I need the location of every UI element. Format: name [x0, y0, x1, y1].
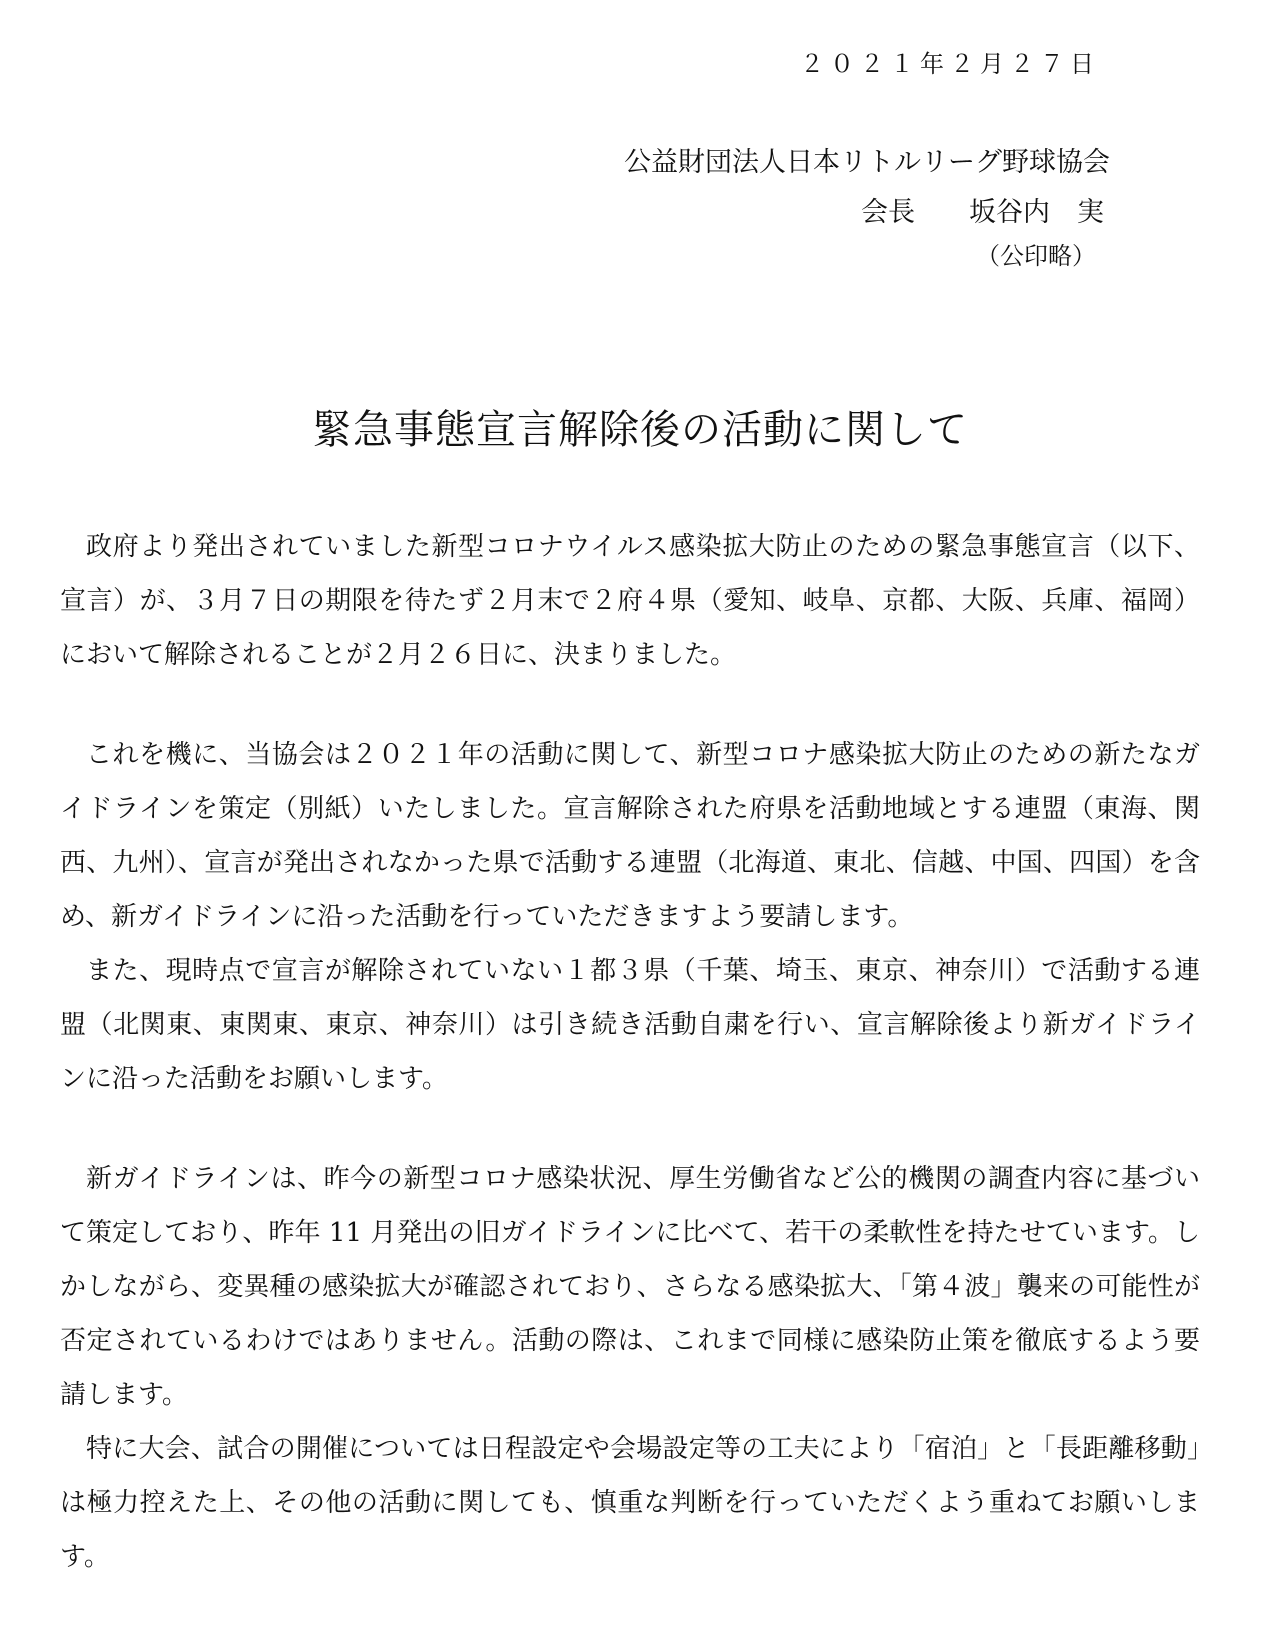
organization-name: 公益財団法人日本リトルリーグ野球協会 — [624, 147, 1110, 178]
document-body — [60, 520, 1200, 1584]
paragraph-3: また、現時点で宣言が解除されていない１都３県（千葉、埼玉、東京、神奈川）で活動する連盟（北関東、東関東、東京、神奈川）は引き続き活動自粛を行い、宣言解除後より新ガイドラインに沿った活動をお願いします。 — [60, 956, 1200, 1094]
paragraph-1: 政府より発出されていました新型コロナウイルス感染拡大防止のための緊急事態宣言（以下、宣言）が、３月７日の期限を待たず２月末で２府４県（愛知、岐阜、京都、大阪、兵庫、福岡）において解除されることが２月２６日に、決まりました。 — [60, 532, 1200, 670]
seal-note: （公印略） — [976, 242, 1096, 270]
president-name: 会長 坂谷内 実 — [861, 197, 1104, 228]
paragraph-5: 特に大会、試合の開催については日程設定や会場設定等の工夫により「宿泊」と「長距離移動」は極力控えた上、その他の活動に関しても、慎重な判断を行っていただくよう重ねてお願いします。 — [60, 1434, 1200, 1572]
paragraph-2: これを機に、当協会は２０２１年の活動に関して、新型コロナ感染拡大防止のための新たなガイドラインを策定（別紙）いたしました。宣言解除された府県を活動地域とする連盟（東海、関西、九州）、宣言が発出されなかった県で活動する連盟（北海道、東北、信越、中国、四国）を含め、新ガイドラインに沿った活動を行っていただきますよう要請します。 — [60, 740, 1200, 932]
document-title: 緊急事態宣言解除後の活動に関して — [312, 407, 968, 453]
document-date: ２０２１年２月２７日 — [800, 50, 1100, 78]
paragraph-4: 新ガイドラインは、昨今の新型コロナ感染状況、厚生労働省など公的機関の調査内容に基づいて策定しており、昨年 11 月発出の旧ガイドラインに比べて、若干の柔軟性を持たせています。しかしながら、変異種の感染拡大が確認されており、さらなる感染拡大、「第４波」襲来の可能性が否定されているわけではありません。活動の際は、これまで同様に感染防止策を徹底するよう要請します。 — [60, 1164, 1200, 1410]
